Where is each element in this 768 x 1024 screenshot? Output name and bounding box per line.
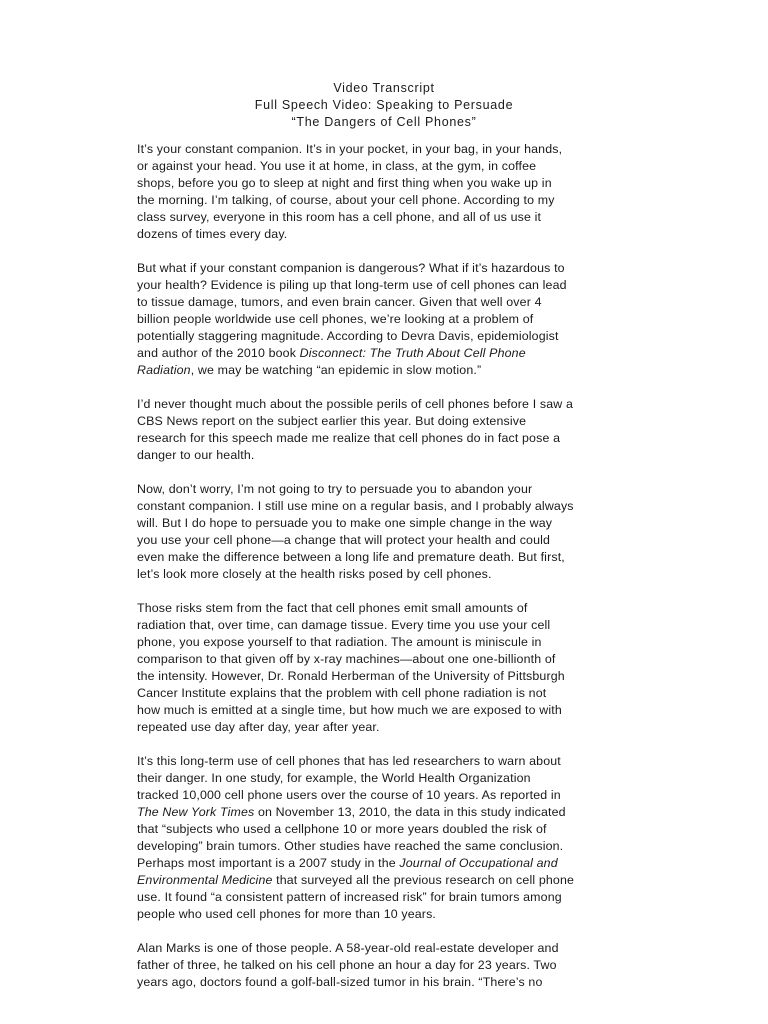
book-title: Disconnect: The Truth About Cell Phone xyxy=(299,346,526,360)
text-line: developing” brain tumors. Other studies have reached the same conclusion. xyxy=(137,839,564,853)
text-line: phone, you expose yourself to that radiation. The amount is miniscule in xyxy=(137,635,542,649)
text-line xyxy=(137,804,637,821)
text-line: billion people worldwide use cell phones, we’re looking at a problem of xyxy=(137,312,534,326)
text-line: comparison to that given off by x-ray machines—about one one-billionth of xyxy=(137,652,556,666)
paragraph-4 xyxy=(137,481,637,583)
header-line-1: Video Transcript xyxy=(333,81,435,95)
paragraph-3 xyxy=(137,396,637,464)
text-line: It’s your constant companion. It’s in your pocket, in your bag, in your hands, xyxy=(137,142,563,156)
document-header xyxy=(0,80,768,131)
text-line: class survey, everyone in this room has a cell phone, and all of us use it xyxy=(137,210,542,224)
text-line: the morning. I’m talking, of course, about your cell phone. According to my xyxy=(137,193,555,207)
text-line: Now, don’t worry, I’m not going to try to persuade you to abandon your xyxy=(137,482,533,496)
text-line: constant companion. I still use mine on a regular basis, and I probably always xyxy=(137,499,574,513)
text-line: let’s look more closely at the health risks posed by cell phones. xyxy=(137,567,492,581)
text-fragment: , we may be watching “an epidemic in slow motion.” xyxy=(190,363,482,377)
text-line: will. But I do hope to persuade you to make one simple change in the way xyxy=(137,516,553,530)
transcript-body xyxy=(137,141,637,1008)
text-line: tracked 10,000 cell phone users over the course of 10 years. As reported in xyxy=(137,788,561,802)
text-line: CBS News report on the subject earlier this year. But doing extensive xyxy=(137,414,527,428)
text-line xyxy=(137,362,637,379)
text-line: your health? Evidence is piling up that long-term use of cell phones can lead xyxy=(137,278,567,292)
journal-title-continued: Environmental Medicine xyxy=(137,873,273,887)
text-line: to tissue damage, tumors, and even brain cancer. Given that well over 4 xyxy=(137,295,542,309)
text-line: their danger. In one study, for example, the World Health Organization xyxy=(137,771,531,785)
text-line: you use your cell phone—a change that will protect your health and could xyxy=(137,533,551,547)
text-line: father of three, he talked on his cell phone an hour a day for 23 years. Two xyxy=(137,958,557,972)
text-line: potentially staggering magnitude. According to Devra Davis, epidemiologist xyxy=(137,329,559,343)
text-line: I’d never thought much about the possible perils of cell phones before I saw a xyxy=(137,397,573,411)
journal-title: Journal of Occupational and xyxy=(399,856,558,870)
text-line: use. It found “a consistent pattern of increased risk” for brain tumors among xyxy=(137,890,562,904)
header-line-2: Full Speech Video: Speaking to Persuade xyxy=(254,98,514,112)
text-line: It’s this long-term use of cell phones that has led researchers to warn about xyxy=(137,754,561,768)
text-fragment: that surveyed all the previous research on cell phone xyxy=(272,873,575,887)
text-fragment: Perhaps most important is a 2007 study in the xyxy=(137,856,400,870)
text-line: shops, before you go to sleep at night and first thing when you wake up in xyxy=(137,176,552,190)
text-line: Alan Marks is one of those people. A 58-year-old real-estate developer and xyxy=(137,941,559,955)
text-line: research for this speech made me realize that cell phones do in fact pose a xyxy=(137,431,561,445)
text-fragment: on November 13, 2010, the data in this study indicated xyxy=(254,805,566,819)
text-line: that “subjects who used a cellphone 10 or more years doubled the risk of xyxy=(137,822,547,836)
text-line xyxy=(137,855,637,872)
text-line: repeated use day after day, year after year. xyxy=(137,720,380,734)
text-line: years ago, doctors found a golf-ball-sized tumor in his brain. “There’s no xyxy=(137,975,543,989)
text-line: Cancer Institute explains that the problem with cell phone radiation is not xyxy=(137,686,547,700)
text-line: or against your head. You use it at home, in class, at the gym, in coffee xyxy=(137,159,537,173)
paragraph-7 xyxy=(137,940,637,991)
book-title-continued: Radiation xyxy=(137,363,191,377)
paragraph-1 xyxy=(137,141,637,243)
text-line xyxy=(137,872,637,889)
text-fragment: and author of the 2010 book xyxy=(137,346,300,360)
text-line: Those risks stem from the fact that cell phones emit small amounts of xyxy=(137,601,528,615)
newspaper-title: The New York Times xyxy=(137,805,255,819)
text-line: people who used cell phones for more than 10 years. xyxy=(137,907,437,921)
paragraph-2 xyxy=(137,260,637,379)
paragraph-5 xyxy=(137,600,637,736)
header-line-3: “The Dangers of Cell Phones” xyxy=(291,115,477,129)
paragraph-6 xyxy=(137,753,637,923)
text-line: even make the difference between a long life and premature death. But first, xyxy=(137,550,565,564)
text-line: But what if your constant companion is dangerous? What if it’s hazardous to xyxy=(137,261,565,275)
text-line: danger to our health. xyxy=(137,448,255,462)
text-line: radiation that, over time, can damage tissue. Every time you use your cell xyxy=(137,618,551,632)
text-line xyxy=(137,345,637,362)
text-line: dozens of times every day. xyxy=(137,227,288,241)
text-line: how much is emitted at a single time, but how much we are exposed to with xyxy=(137,703,562,717)
text-line: the intensity. However, Dr. Ronald Herberman of the University of Pittsburgh xyxy=(137,669,565,683)
